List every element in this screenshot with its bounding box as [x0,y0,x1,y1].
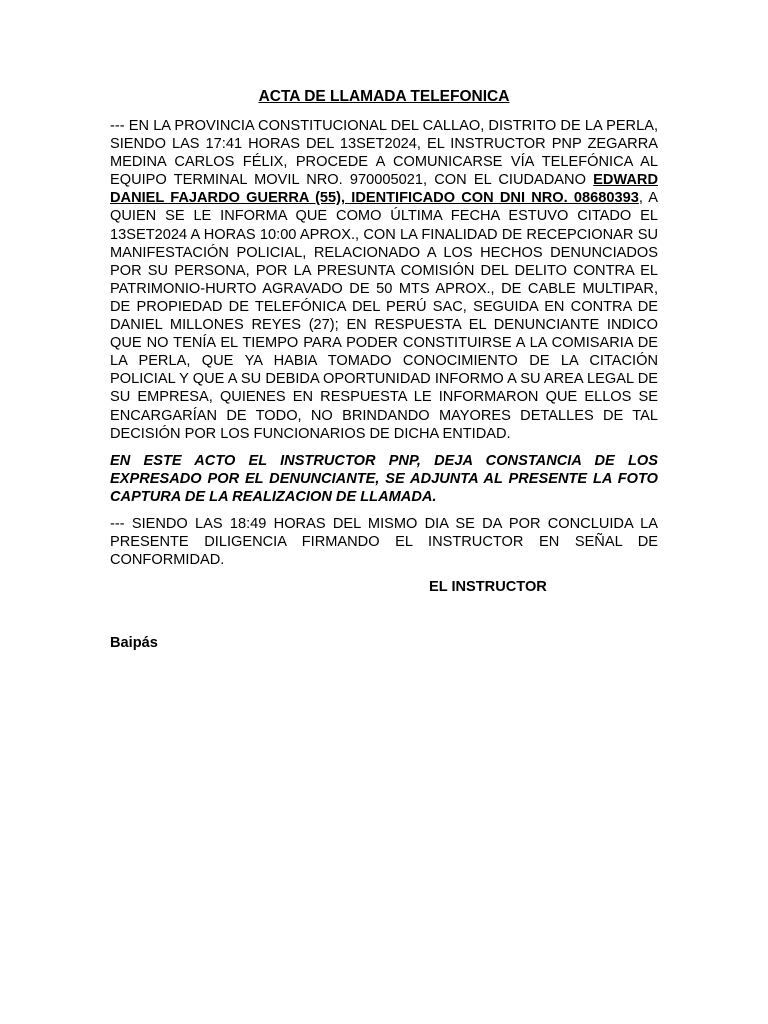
footer-text: Baipás [110,635,158,652]
signature-label: EL INSTRUCTOR [429,579,547,596]
paragraph-main [110,117,658,443]
paragraph-main-part2: , A QUIEN SE LE INFORMA QUE COMO ÚLTIMA FECHA ESTUVO CITADO EL 13SET2024 A HORAS 10:00 APROX., CON LA FINALIDAD DE RECEPCIONAR SU MANIFESTACIÓN POLICIAL, RELACIONADO A LOS HECHOS DENUNCIADOS POR SU PERSONA, POR LA PRESUNTA COMISIÓN DEL DELITO CONTRA EL PATRIMONIO-HURTO AGRAVADO DE 50 MTS APROX., DE CABLE MULTIPAR, DE PROPIEDAD DE TELEFÓNICA DEL PERÚ SAC, SEGUIDA EN CONTRA DE DANIEL MILLONES REYES (27); EN RESPUESTA EL DENUNCIANTE INDICO QUE NO TENÍA EL TIEMPO PARA PODER CONSTITUIRSE A LA COMISARIA DE LA PERLA, QUE YA HABIA TOMADO CONOCIMIENTO DE LA CITACIÓN POLICIAL Y QUE A SU DEBIDA OPORTUNIDAD INFORMO A SU AREA LEGAL DE SU EMPRESA, QUIENES EN RESPUESTA LE INFORMARON QUE ELLOS SE ENCARGARÍAN DE TODO, NO BRINDANDO MAYORES DETALLES DE TAL DECISIÓN POR LOS FUNCIONARIOS DE DICHA ENTIDAD. [110,190,658,442]
paragraph-constancia: EN ESTE ACTO EL INSTRUCTOR PNP, DEJA CONSTANCIA DE LOS EXPRESADO POR EL DENUNCIANTE, SE ADJUNTA AL PRESENTE LA FOTO CAPTURA DE LA REALIZACION DE LLAMADA. [110,452,658,505]
citizen-identification: EDWARD DANIEL FAJARDO GUERRA (55), IDENTIFICADO CON DNI NRO. 08680393 [110,172,658,207]
paragraph-conclusion: --- SIENDO LAS 18:49 HORAS DEL MISMO DIA SE DA POR CONCLUIDA LA PRESENTE DILIGENCIA FIRMANDO EL INSTRUCTOR EN SEÑAL DE CONFORMIDAD. [110,515,658,569]
document-title: ACTA DE LLAMADA TELEFONICA [258,88,510,105]
paragraph-main-part1: --- EN LA PROVINCIA CONSTITUCIONAL DEL CALLAO, DISTRITO DE LA PERLA, SIENDO LAS 17:41 HORAS DEL 13SET2024, EL INSTRUCTOR PNP ZEGARRA MEDINA CARLOS FÉLIX, PROCEDE A COMUNICARSE VÍA TELEFÓNICA AL EQUIPO TERMINAL MOVIL NRO. 970005021, CON EL CIUDADANO [110,118,658,189]
